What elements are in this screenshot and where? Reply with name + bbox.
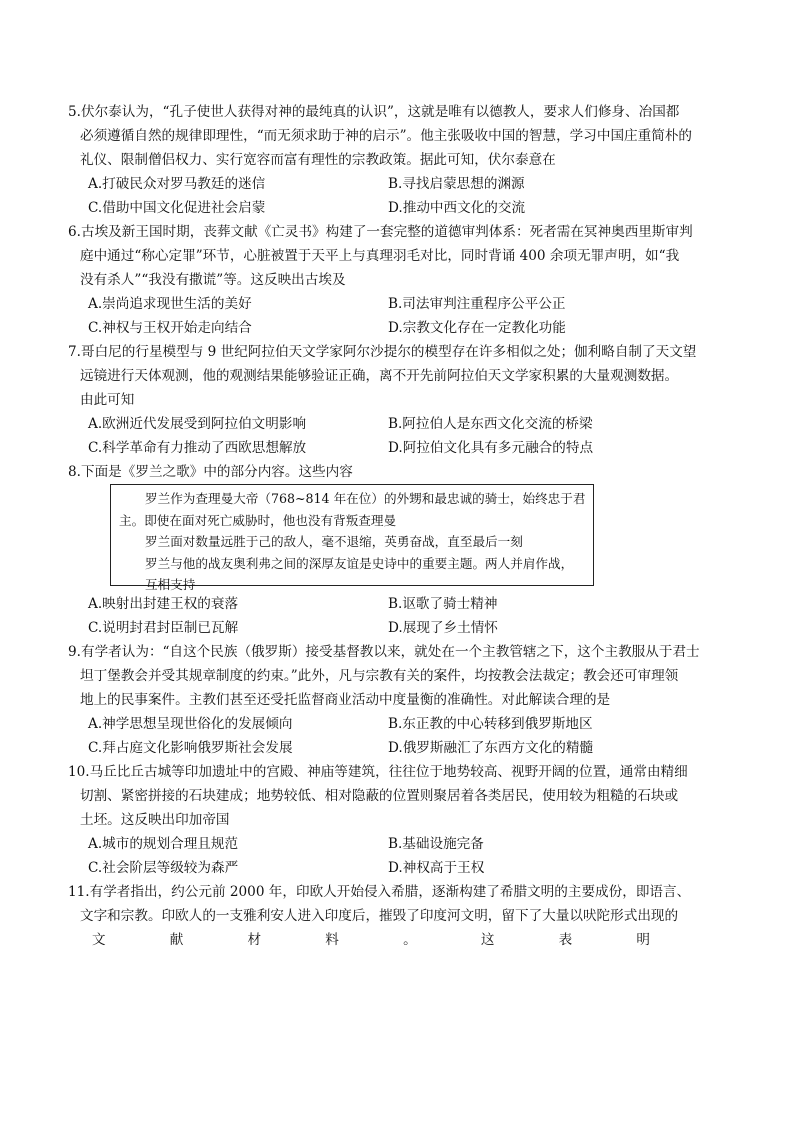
question-8-quote-box [110, 484, 594, 593]
question-6 [68, 220, 730, 340]
question-7-option-b: B.阿拉伯人是东西文化交流的桥梁 [388, 416, 593, 432]
question-6-option-c: C.神权与王权开始走向结合 [88, 320, 252, 336]
spread-char: 表 [558, 932, 573, 948]
question-9-option-d: D.俄罗斯融汇了东西方文化的精髓 [388, 740, 594, 756]
spread-char: 明 [636, 932, 650, 948]
question-5-stem-line-3: 礼仪、限制僧侣权力、实行宽容而富有理性的宗教政策。据此可知，伏尔泰意在 [80, 152, 556, 168]
quote-line-3: 罗兰面对数量远胜于己的敌人，毫不退缩，英勇奋战，直至最后一刻 [145, 534, 523, 550]
question-10-option-b: B.基础设施完备 [388, 836, 484, 852]
question-8-stem-line-1: 8.下面是《罗兰之歌》中的部分内容。这些内容 [68, 464, 353, 480]
question-7-option-a: A.欧洲近代发展受到阿拉伯文明影响 [88, 416, 307, 432]
question-9-stem-line-2: 坦丁堡教会并受其规章制度的约束。”此外，凡与宗教有关的案件，均按教会法裁定；教会还可审理领 [80, 668, 679, 684]
question-8-option-d: D.展现了乡土情怀 [388, 620, 498, 636]
question-10-option-c: C.社会阶层等级较为森严 [88, 860, 239, 876]
question-7-option-d: D.阿拉伯文化具有多元融合的特点 [388, 440, 594, 456]
question-8-options [68, 592, 730, 640]
spread-char: 料 [325, 932, 339, 948]
question-10-option-a: A.城市的规划合理且规范 [88, 836, 239, 852]
question-9-option-b: B.东正教的中心转移到俄罗斯地区 [388, 716, 593, 732]
spread-char: 。 [403, 932, 417, 948]
question-8-option-c: C.说明封君封臣制已瓦解 [88, 620, 239, 636]
question-10 [68, 760, 730, 880]
question-11-stem-line-1: 11.有学者指出，约公元前 2000 年，印欧人开始侵入希腊，逐渐构建了希腊文明的主要成份，即语言、 [68, 884, 691, 900]
question-10-options [68, 832, 730, 880]
quote-line-2: 主。即使在面对死亡威胁时，他也没有背叛查理曼 [119, 512, 397, 528]
question-7-stem-line-1: 7.哥白尼的行星模型与 9 世纪阿拉伯天文学家阿尔沙提尔的模型存在许多相似之处；伽利略自制了天文望 [68, 344, 697, 360]
question-9-options [68, 712, 730, 760]
question-10-stem-line-2: 切割、紧密拼接的石块建成；地势较低、相对隐蔽的位置则聚居着各类居民，使用较为粗糙的石块或 [80, 788, 679, 804]
question-5-option-c: C.借助中国文化促进社会启蒙 [88, 200, 266, 216]
question-9-option-a: A.神学思想呈现世俗化的发展倾向 [88, 716, 293, 732]
question-6-option-d: D.宗教文化存在一定教化功能 [388, 320, 566, 336]
question-6-stem-line-3: 没有杀人”“我没有撒谎”等。这反映出古埃及 [80, 272, 346, 288]
question-6-options [68, 292, 730, 340]
question-5-option-d: D.推动中西文化的交流 [388, 200, 526, 216]
question-7-stem-line-2: 远镜进行天体观测，他的观测结果能够验证正确，离不开先前阿拉伯天文学家积累的大量观测数据。 [80, 368, 679, 384]
spread-char: 文 [92, 932, 106, 948]
question-11-stem-line-2: 文字和宗教。印欧人的一支雅利安人进入印度后，摧毁了印度河文明，留下了大量以吠陀形式出现的 [80, 908, 679, 924]
question-7-stem-line-3: 由此可知 [80, 392, 135, 408]
question-9 [68, 640, 730, 760]
question-5-option-b: B.寻找启蒙思想的渊源 [388, 176, 525, 192]
quote-line-5: 互相支持 [145, 577, 196, 593]
question-10-stem-line-1: 10.马丘比丘古城等印加遗址中的宫殿、神庙等建筑，往往位于地势较高、视野开阔的位置，通常由精细 [68, 764, 688, 780]
spread-char: 这 [480, 932, 495, 948]
quote-line-4: 罗兰与他的战友奥利弗之间的深厚友谊是史诗中的重要主题。两人并肩作战， [145, 555, 574, 571]
question-7-options [68, 412, 730, 460]
question-9-stem-line-1: 9.有学者认为：“自这个民族（俄罗斯）接受基督教以来，就处在一个主教管辖之下，这个主教服从于君士 [68, 644, 700, 660]
quote-line-1: 罗兰作为查理曼大帝（768~814 年在位）的外甥和最忠诚的骑士，始终忠于君 [145, 491, 586, 506]
question-6-stem-line-1: 6.古埃及新王国时期，丧葬文献《亡灵书》构建了一套完整的道德审判体系：死者需在冥神奥西里斯审判 [68, 224, 693, 240]
question-6-stem-line-2: 庭中通过“称心定罪”环节，心脏被置于天平上与真理羽毛对比，同时背诵 400 余项无罪声明，如“我 [80, 248, 680, 264]
spread-char: 材 [247, 932, 262, 948]
question-7-option-c: C.科学革命有力推动了西欧思想解放 [88, 440, 307, 456]
question-9-stem-line-3: 地上的民事案件。主教们甚至还受托监督商业活动中度量衡的准确性。对此解读合理的是 [80, 692, 611, 708]
question-6-option-a: A.崇尚追求现世生活的美好 [88, 296, 252, 312]
question-6-option-b: B.司法审判注重程序公平公正 [388, 296, 566, 312]
question-8-options-wrap [68, 592, 730, 640]
question-10-option-d: D.神权高于王权 [388, 860, 485, 876]
question-5-options [68, 172, 730, 220]
question-5-option-a: A.打破民众对罗马教廷的迷信 [88, 176, 266, 192]
question-9-option-c: C.拜占庭文化影响俄罗斯社会发展 [88, 740, 293, 756]
question-5 [68, 100, 730, 220]
question-8-option-a: A.映射出封建王权的衰落 [88, 596, 239, 612]
spread-char: 献 [169, 932, 184, 948]
question-10-stem-line-3: 土坯。这反映出印加帝国 [80, 812, 230, 828]
question-11-stem-line-3 [68, 928, 730, 952]
question-8 [68, 460, 730, 484]
question-5-stem-line-1: 5.伏尔泰认为，“孔子使世人获得对神的最纯真的认识”，这就是唯有以德教人，要求人们修身、冶国都 [68, 104, 680, 120]
question-8-option-b: B.讴歌了骑士精神 [388, 596, 498, 612]
question-11 [68, 880, 730, 952]
question-5-stem-line-2: 必须遵循自然的规律即理性，“而无须求助于神的启示”。他主张吸收中国的智慧，学习中国庄重简朴的 [80, 128, 693, 144]
question-7 [68, 340, 730, 460]
